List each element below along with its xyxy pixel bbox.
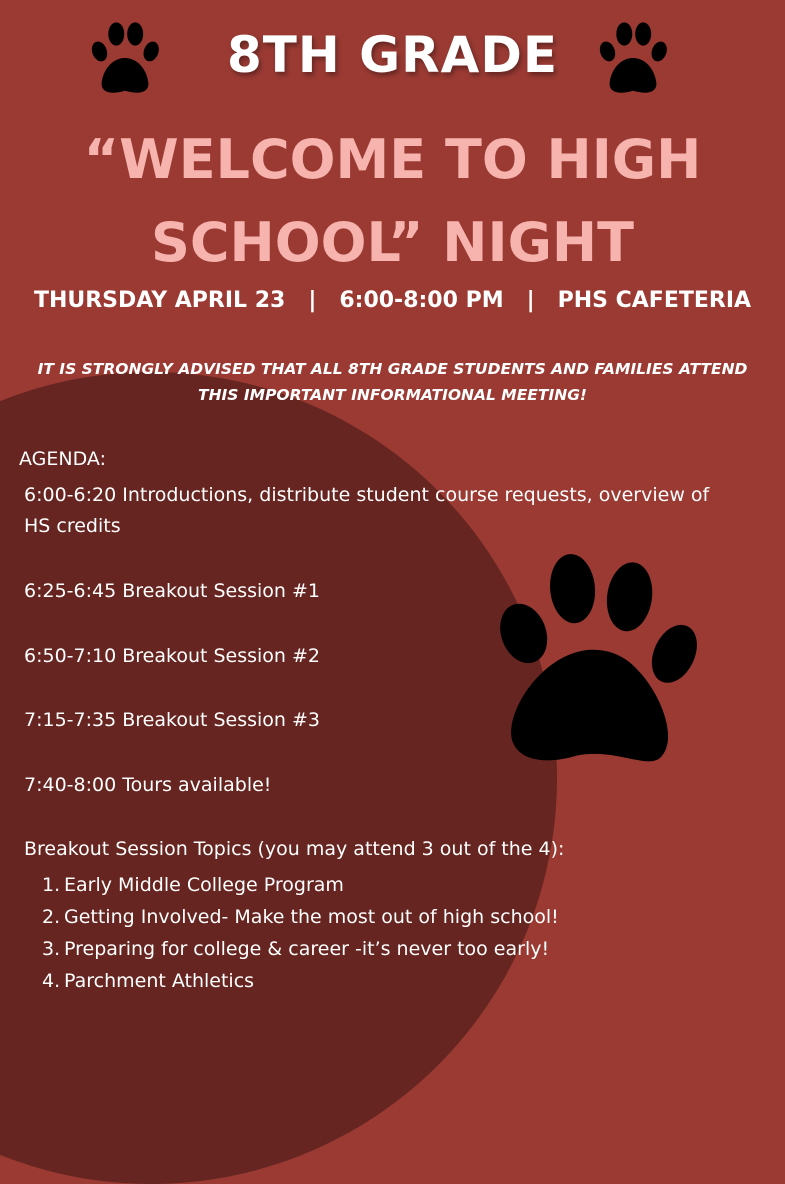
advisory-text: IT IS STRONGLY ADVISED THAT ALL 8TH GRADE STUDENTS AND FAMILIES ATTEND THIS IMPORTANT INFORMATIONAL MEETING!	[37, 360, 748, 404]
topic-text: Getting Involved- Make the most out of high school!	[64, 906, 559, 928]
topic-text: Parchment Athletics	[64, 970, 255, 992]
topics-title: Breakout Session Topics (you may attend 3 out of the 4):	[24, 838, 565, 860]
topic-item	[42, 901, 559, 933]
topic-item	[42, 933, 559, 965]
topic-number: 4.	[42, 970, 61, 992]
agenda-item: 6:00-6:20 Introductions, distribute student course requests, overview of HS credits	[24, 484, 710, 537]
agenda-item: 7:15-7:35 Breakout Session #3	[24, 709, 321, 731]
topic-number: 1.	[42, 874, 61, 896]
event-title: “WELCOME TO HIGH SCHOOL” NIGHT	[83, 128, 702, 274]
topic-number: 3.	[42, 938, 61, 960]
event-details: THURSDAY APRIL 23 | 6:00-8:00 PM | PHS CAFETERIA	[33, 288, 752, 313]
agenda-item: 7:40-8:00 Tours available!	[24, 774, 272, 796]
topic-text: Early Middle College Program	[64, 874, 344, 896]
topic-number: 2.	[42, 906, 61, 928]
grade-heading: 8TH GRADE	[226, 26, 559, 84]
topic-item	[42, 869, 559, 901]
topics-list	[42, 869, 559, 997]
agenda-title: AGENDA:	[19, 448, 106, 470]
agenda-item: 6:50-7:10 Breakout Session #2	[24, 645, 321, 667]
topic-text: Preparing for college & career -it’s never too early!	[64, 938, 550, 960]
topic-item	[42, 965, 559, 997]
agenda-item: 6:25-6:45 Breakout Session #1	[24, 580, 321, 602]
